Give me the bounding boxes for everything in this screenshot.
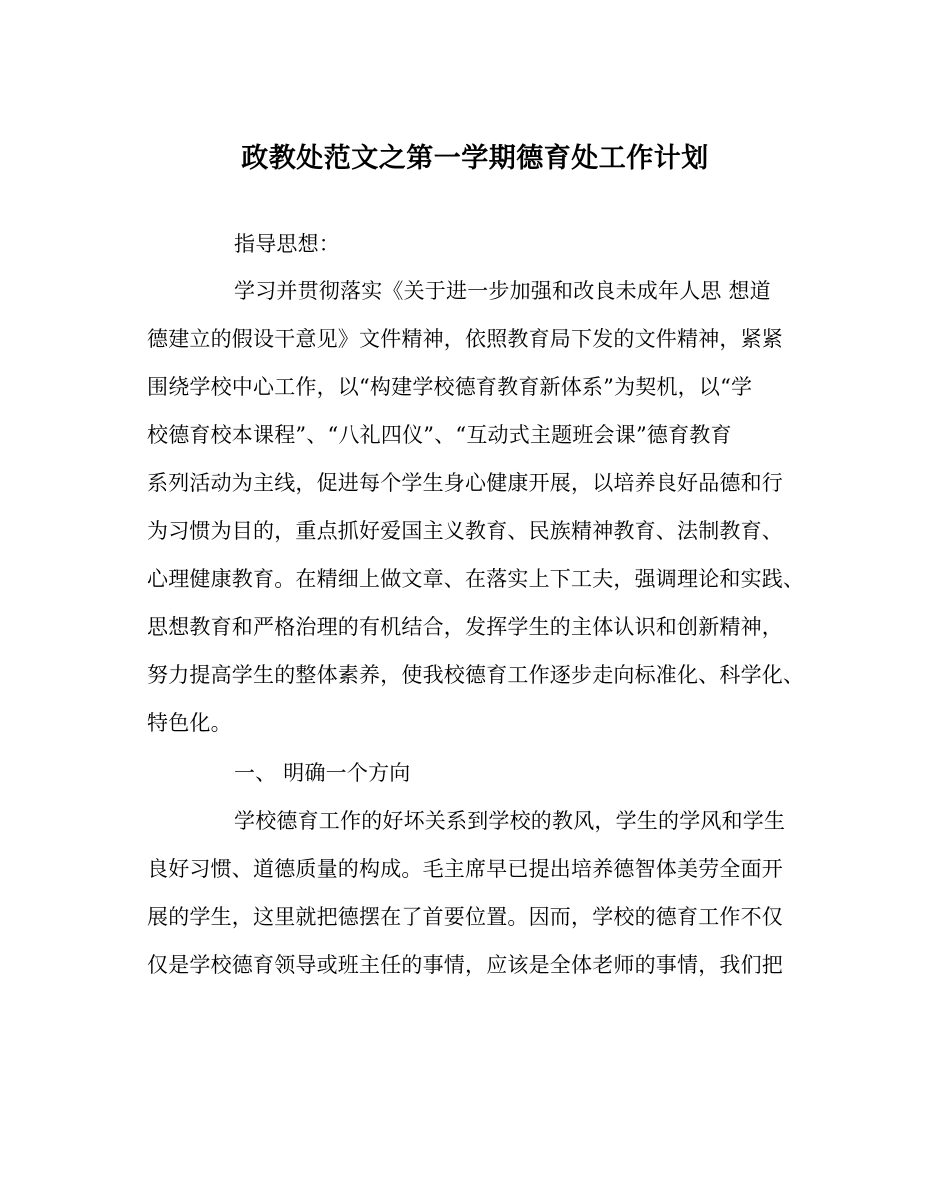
paragraph-line: 仅是学校德育领导或班主任的事情，应该是全体老师的事情，我们把 bbox=[147, 953, 783, 977]
paragraph-line: 努力提高学生的整体素养，使我校德育工作逐步走向标准化、科学化、 bbox=[147, 663, 805, 687]
paragraph-line: 围绕学校中心工作，以“构建学校德育教育新体系”为契机，以“学 bbox=[147, 375, 753, 399]
section-heading: 一、 明确一个方向 bbox=[234, 761, 411, 785]
paragraph-line: 心理健康教育。在精细上做文章、在落实上下工夫，强调理论和实践、 bbox=[147, 567, 805, 591]
paragraph-line: 校德育校本课程”、“八礼四仪”、“互动式主题班会课”德育教育 bbox=[147, 423, 732, 447]
paragraph-line: 学习并贯彻落实《关于进一步加强和改良未成年人思 想道 bbox=[234, 279, 771, 303]
document-title: 政教处范文之第一学期德育处工作计划 bbox=[241, 143, 709, 174]
paragraph-line: 展的学生，这里就把德摆在了首要位置。因而，学校的德育工作不仅 bbox=[147, 905, 783, 929]
paragraph-line: 德建立的假设干意见》文件精神，依照教育局下发的文件精神，紧紧 bbox=[147, 327, 783, 351]
heading-guiding-thought: 指导思想： bbox=[234, 232, 340, 256]
paragraph-line: 思想教育和严格治理的有机结合，发挥学生的主体认识和创新精神， bbox=[147, 615, 783, 639]
paragraph-line: 系列活动为主线，促进每个学生身心健康开展，以培养良好品德和行 bbox=[147, 471, 783, 495]
paragraph-line: 特色化。 bbox=[147, 711, 232, 735]
paragraph-line: 良好习惯、道德质量的构成。毛主席早已提出培养德智体美劳全面开 bbox=[147, 857, 783, 881]
paragraph-line: 学校德育工作的好坏关系到学校的教风，学生的学风和学生 bbox=[234, 809, 786, 833]
paragraph-line: 为习惯为目的，重点抓好爱国主义教育、民族精神教育、法制教育、 bbox=[147, 519, 783, 543]
